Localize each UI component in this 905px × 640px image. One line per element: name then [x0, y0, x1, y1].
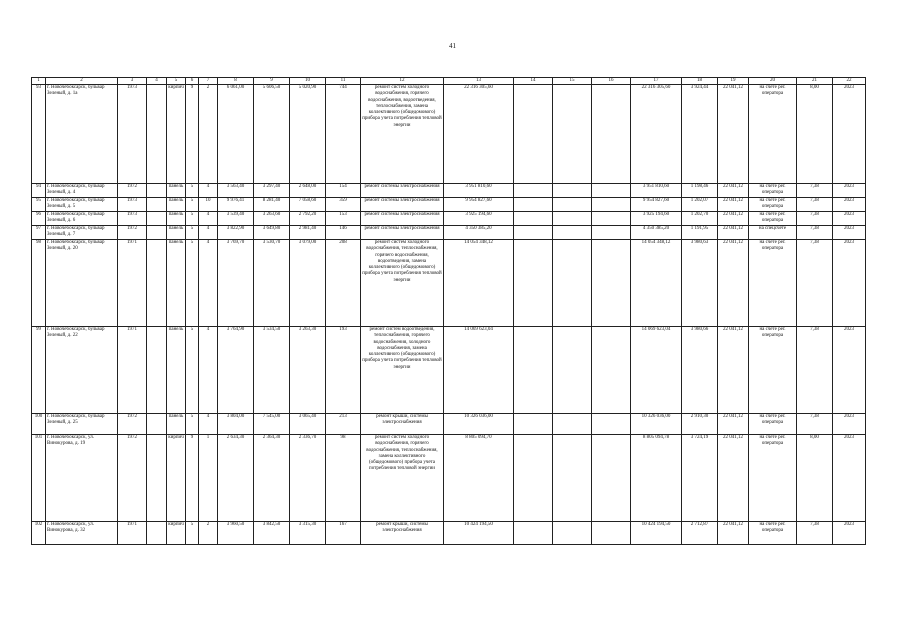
- commission-year-cell: [147, 85, 167, 184]
- fund-formation-method-cell: на счете рег. оператора: [749, 240, 797, 327]
- entrances-cell: 4: [199, 414, 218, 435]
- table-row: [32, 184, 866, 198]
- commission-year-cell: [147, 414, 167, 435]
- table-row: [32, 435, 866, 522]
- budget-cost-cell: [553, 184, 592, 198]
- row-number-cell: 101: [32, 435, 46, 522]
- cost-per-sqm-cell: 1 202,07: [682, 198, 718, 212]
- other-cost-cell: [592, 435, 631, 522]
- row-number-cell: 100: [32, 414, 46, 435]
- floors-cell: 5: [186, 226, 199, 240]
- entrances-cell: 1: [199, 435, 218, 522]
- column-number: 12: [361, 78, 444, 85]
- total-cost-cell: 8 805 094,70: [444, 435, 514, 522]
- registered-residents-cell: 193: [326, 327, 361, 414]
- other-cost-cell: [592, 414, 631, 435]
- entrances-cell: 4: [199, 226, 218, 240]
- fund-cost-cell: [514, 198, 553, 212]
- floors-cell: 5: [186, 240, 199, 327]
- repair-works-cell: ремонт систем холодного водоснабжения, горячего водоснабжения, водоотведения, теплоснабжения, замена коллективного (общедомового) прибора учета потребления тепловой энергии: [361, 85, 444, 184]
- planned-year-cell: 2023: [833, 184, 866, 198]
- owners-cost-cell: 3 951 810,60: [631, 184, 682, 198]
- total-cost-cell: 14 069 623,04: [444, 327, 514, 414]
- registered-residents-cell: 153: [326, 212, 361, 226]
- living-area-cell: 3 297,40: [254, 184, 290, 198]
- commission-year-cell: [147, 240, 167, 327]
- column-number: 19: [718, 78, 749, 85]
- table-row: [32, 414, 866, 435]
- cost-per-sqm-cell: 1 202,70: [682, 212, 718, 226]
- page-number: 41: [449, 42, 456, 50]
- column-number: 4: [147, 78, 167, 85]
- build-year-cell: 1971: [118, 327, 147, 414]
- residential-area-cell: 7 058,60: [290, 198, 326, 212]
- total-area-cell: 3 804,00: [218, 414, 254, 435]
- row-number-cell: 93: [32, 85, 46, 184]
- address-cell: г. Новочебоксарск, бульвар Зеленый, д. 25: [46, 414, 118, 435]
- cost-per-sqm-cell: 1 191,95: [682, 226, 718, 240]
- owners-cost-cell: 10 326 036,00: [631, 414, 682, 435]
- table-row: [32, 240, 866, 327]
- other-cost-cell: [592, 85, 631, 184]
- owners-cost-cell: 4 350 385,20: [631, 226, 682, 240]
- wall-material-cell: панель: [167, 226, 186, 240]
- total-area-cell: 9 976,41: [218, 198, 254, 212]
- address-cell: г. Новочебоксарск, бульвар Зеленый, д. 20: [46, 240, 118, 327]
- table-row: [32, 327, 866, 414]
- fund-cost-cell: [514, 226, 553, 240]
- total-area-cell: 3 769,70: [218, 240, 254, 327]
- commission-year-cell: [147, 522, 167, 545]
- contribution-rate-cell: 7,38: [797, 522, 833, 545]
- fund-cost-cell: [514, 414, 553, 435]
- commission-year-cell: [147, 198, 167, 212]
- commission-year-cell: [147, 327, 167, 414]
- owners-cost-cell: 22 316 305,60: [631, 85, 682, 184]
- total-area-cell: 3 822,90: [218, 226, 254, 240]
- living-area-cell: 5 606,50: [254, 85, 290, 184]
- row-number-cell: 94: [32, 184, 46, 198]
- build-year-cell: 1971: [118, 240, 147, 327]
- wall-material-cell: панель: [167, 327, 186, 414]
- living-area-cell: 3 649,80: [254, 226, 290, 240]
- registered-residents-cell: 744: [326, 85, 361, 184]
- column-number: 17: [631, 78, 682, 85]
- floors-cell: 5: [186, 414, 199, 435]
- owners-cost-cell: 10 424 194,50: [631, 522, 682, 545]
- build-year-cell: 1973: [118, 85, 147, 184]
- registered-residents-cell: 98: [326, 435, 361, 522]
- residential-area-cell: 2 336,70: [290, 435, 326, 522]
- table-row: [32, 198, 866, 212]
- entrances-cell: 4: [199, 240, 218, 327]
- commission-year-cell: [147, 226, 167, 240]
- residential-area-cell: 2 981,40: [290, 226, 326, 240]
- cost-per-sqm-cell: 3 724,19: [682, 435, 718, 522]
- living-area-cell: 3 534,50: [254, 327, 290, 414]
- planned-year-cell: 2023: [833, 327, 866, 414]
- budget-cost-cell: [553, 522, 592, 545]
- fund-formation-method-cell: на счете рег. оператора: [749, 327, 797, 414]
- wall-material-cell: кирпич: [167, 522, 186, 545]
- fund-formation-method-cell: на счете рег. оператора: [749, 522, 797, 545]
- wall-material-cell: панель: [167, 212, 186, 226]
- table-row: [32, 226, 866, 240]
- column-number: 20: [749, 78, 797, 85]
- repair-works-cell: ремонт крыши, системы электроснабжения: [361, 522, 444, 545]
- total-area-cell: 3 960,50: [218, 522, 254, 545]
- address-cell: г. Новочебоксарск, бульвар Зеленый, д. 4: [46, 184, 118, 198]
- column-number: 9: [254, 78, 290, 85]
- budget-cost-cell: [553, 212, 592, 226]
- other-cost-cell: [592, 198, 631, 212]
- fund-cost-cell: [514, 184, 553, 198]
- registered-residents-cell: 167: [326, 522, 361, 545]
- table-row: [32, 522, 866, 545]
- wall-material-cell: панель: [167, 184, 186, 198]
- row-number-cell: 102: [32, 522, 46, 545]
- registered-residents-cell: 359: [326, 198, 361, 212]
- contribution-rate-cell: 8,00: [797, 435, 833, 522]
- commission-year-cell: [147, 184, 167, 198]
- repair-works-cell: ремонт крыши, системы электроснабжения: [361, 414, 444, 435]
- contribution-rate-cell: 7,38: [797, 184, 833, 198]
- entrances-cell: 2: [199, 85, 218, 184]
- build-year-cell: 1972: [118, 184, 147, 198]
- floors-cell: 5: [186, 327, 199, 414]
- table-row: [32, 212, 866, 226]
- floors-cell: 9: [186, 435, 199, 522]
- commission-year-cell: [147, 435, 167, 522]
- planned-year-cell: 2023: [833, 522, 866, 545]
- residential-area-cell: 3 315,30: [290, 522, 326, 545]
- column-number: 6: [186, 78, 199, 85]
- owners-cost-cell: 8 805 094,78: [631, 435, 682, 522]
- owners-cost-cell: 3 925 194,60: [631, 212, 682, 226]
- living-area-cell: 8 281,40: [254, 198, 290, 212]
- registered-residents-cell: 146: [326, 226, 361, 240]
- planned-year-cell: 2023: [833, 414, 866, 435]
- column-number: 18: [682, 78, 718, 85]
- planned-year-cell: 2023: [833, 85, 866, 184]
- total-area-cell: 6 061,00: [218, 85, 254, 184]
- other-cost-cell: [592, 184, 631, 198]
- cost-per-sqm-cell: 3 980,66: [682, 327, 718, 414]
- other-cost-cell: [592, 212, 631, 226]
- living-area-cell: 3 842,50: [254, 522, 290, 545]
- budget-cost-cell: [553, 85, 592, 184]
- planned-year-cell: 2023: [833, 212, 866, 226]
- repair-works-cell: ремонт систем водоотведения, теплоснабжения, горячего водоснабжения, холодного водоснабжения, замена коллективного (общедомового) прибора учета потребления тепловой энергии: [361, 327, 444, 414]
- total-area-cell: 2 634,30: [218, 435, 254, 522]
- living-area-cell: 2 364,30: [254, 435, 290, 522]
- wall-material-cell: панель: [167, 198, 186, 212]
- planned-year-cell: 2023: [833, 198, 866, 212]
- repair-works-cell: ремонт систем холодного водоснабжения, теплоснабжения, горячего водоснабжения, водоотведения, замена коллективного (общедомового) прибора учета потребления тепловой энергии: [361, 240, 444, 327]
- cost-per-sqm-cell: 1 198,46: [682, 184, 718, 198]
- owners-cost-cell: 14 054 348,12: [631, 240, 682, 327]
- budget-cost-cell: [553, 414, 592, 435]
- column-number: 1: [32, 78, 46, 85]
- living-area-cell: 3 530,70: [254, 240, 290, 327]
- build-year-cell: 1972: [118, 226, 147, 240]
- total-cost-cell: 9 954 827,60: [444, 198, 514, 212]
- total-area-cell: 3 563,40: [218, 184, 254, 198]
- max-cost-per-sqm-cell: 22 041,12: [718, 212, 749, 226]
- fund-formation-method-cell: на счете рег. оператора: [749, 414, 797, 435]
- address-cell: г. Новочебоксарск, бульвар Зеленый, д. 5: [46, 198, 118, 212]
- total-area-cell: 3 764,90: [218, 327, 254, 414]
- contribution-rate-cell: 7,38: [797, 226, 833, 240]
- owners-cost-cell: 14 069 623,04: [631, 327, 682, 414]
- wall-material-cell: кирпич: [167, 85, 186, 184]
- budget-cost-cell: [553, 198, 592, 212]
- address-cell: г. Новочебоксарск, бульвар Зеленый, д. 6: [46, 212, 118, 226]
- registered-residents-cell: 213: [326, 414, 361, 435]
- residential-area-cell: 3 263,30: [290, 327, 326, 414]
- address-cell: г. Новочебоксарск, ул. Винокурова, д. 32: [46, 522, 118, 545]
- fund-cost-cell: [514, 327, 553, 414]
- repair-works-cell: ремонт системы электроснабжения: [361, 198, 444, 212]
- capital-repair-table: [31, 77, 866, 545]
- registered-residents-cell: 154: [326, 184, 361, 198]
- wall-material-cell: панель: [167, 240, 186, 327]
- row-number-cell: 97: [32, 226, 46, 240]
- other-cost-cell: [592, 327, 631, 414]
- max-cost-per-sqm-cell: 22 041,12: [718, 184, 749, 198]
- other-cost-cell: [592, 226, 631, 240]
- residential-area-cell: 2 792,20: [290, 212, 326, 226]
- budget-cost-cell: [553, 226, 592, 240]
- max-cost-per-sqm-cell: 22 041,12: [718, 327, 749, 414]
- registered-residents-cell: 208: [326, 240, 361, 327]
- contribution-rate-cell: 7,38: [797, 327, 833, 414]
- living-area-cell: 3 263,60: [254, 212, 290, 226]
- budget-cost-cell: [553, 435, 592, 522]
- other-cost-cell: [592, 522, 631, 545]
- living-area-cell: 7 545,00: [254, 414, 290, 435]
- contribution-rate-cell: 7,38: [797, 240, 833, 327]
- contribution-rate-cell: 7,38: [797, 212, 833, 226]
- address-cell: г. Новочебоксарск, ул. Винокурова, д. 19: [46, 435, 118, 522]
- column-number: 22: [833, 78, 866, 85]
- budget-cost-cell: [553, 240, 592, 327]
- entrances-cell: 10: [199, 198, 218, 212]
- max-cost-per-sqm-cell: 22 041,12: [718, 198, 749, 212]
- fund-cost-cell: [514, 522, 553, 545]
- residential-area-cell: 5 020,90: [290, 85, 326, 184]
- planned-year-cell: 2023: [833, 240, 866, 327]
- floors-cell: 9: [186, 85, 199, 184]
- budget-cost-cell: [553, 327, 592, 414]
- other-cost-cell: [592, 240, 631, 327]
- column-number: 21: [797, 78, 833, 85]
- max-cost-per-sqm-cell: 22 041,12: [718, 435, 749, 522]
- residential-area-cell: 2 648,00: [290, 184, 326, 198]
- column-number: 3: [118, 78, 147, 85]
- max-cost-per-sqm-cell: 22 041,12: [718, 240, 749, 327]
- address-cell: г. Новочебоксарск, бульвар Зеленый, д. 1а: [46, 85, 118, 184]
- column-number: 7: [199, 78, 218, 85]
- fund-formation-method-cell: на счете рег. оператора: [749, 85, 797, 184]
- build-year-cell: 1971: [118, 522, 147, 545]
- contribution-rate-cell: 8,00: [797, 85, 833, 184]
- repair-works-cell: ремонт системы электроснабжения: [361, 226, 444, 240]
- column-number: 16: [592, 78, 631, 85]
- fund-formation-method-cell: на счете рег. оператора: [749, 212, 797, 226]
- floors-cell: 5: [186, 522, 199, 545]
- residential-area-cell: 3 065,40: [290, 414, 326, 435]
- contribution-rate-cell: 7,38: [797, 198, 833, 212]
- entrances-cell: 4: [199, 184, 218, 198]
- entrances-cell: 4: [199, 212, 218, 226]
- row-number-cell: 98: [32, 240, 46, 327]
- floors-cell: 5: [186, 198, 199, 212]
- repair-works-cell: ремонт системы электроснабжения: [361, 184, 444, 198]
- total-cost-cell: 10 424 194,50: [444, 522, 514, 545]
- row-number-cell: 95: [32, 198, 46, 212]
- total-cost-cell: 3 925 194,60: [444, 212, 514, 226]
- column-number: 10: [290, 78, 326, 85]
- table-row: [32, 85, 866, 184]
- planned-year-cell: 2023: [833, 226, 866, 240]
- column-number: 13: [444, 78, 514, 85]
- contribution-rate-cell: 7,38: [797, 414, 833, 435]
- max-cost-per-sqm-cell: 22 041,12: [718, 522, 749, 545]
- total-cost-cell: 4 350 385,20: [444, 226, 514, 240]
- fund-formation-method-cell: на счете рег. оператора: [749, 198, 797, 212]
- column-number: 2: [46, 78, 118, 85]
- wall-material-cell: кирпич: [167, 435, 186, 522]
- wall-material-cell: панель: [167, 414, 186, 435]
- column-number: 8: [218, 78, 254, 85]
- residential-area-cell: 3 079,00: [290, 240, 326, 327]
- fund-cost-cell: [514, 240, 553, 327]
- fund-formation-method-cell: на счете рег. оператора: [749, 184, 797, 198]
- build-year-cell: 1973: [118, 198, 147, 212]
- total-cost-cell: 10 326 036,00: [444, 414, 514, 435]
- build-year-cell: 1973: [118, 212, 147, 226]
- column-number: 14: [514, 78, 553, 85]
- repair-works-cell: ремонт системы электроснабжения: [361, 212, 444, 226]
- column-number: 11: [326, 78, 361, 85]
- repair-works-cell: ремонт систем холодного водоснабжения, горячего водоснабжения, теплоснабжения, замена коллективного (общедомового) прибора учета потребления тепловой энергии: [361, 435, 444, 522]
- address-cell: г. Новочебоксарск, бульвар Зеленый, д. 7: [46, 226, 118, 240]
- build-year-cell: 1972: [118, 435, 147, 522]
- cost-per-sqm-cell: 2 910,30: [682, 414, 718, 435]
- address-cell: г. Новочебоксарск, бульвар Зеленый, д. 22: [46, 327, 118, 414]
- cost-per-sqm-cell: 3 924,44: [682, 85, 718, 184]
- floors-cell: 5: [186, 184, 199, 198]
- owners-cost-cell: 9 954 827,60: [631, 198, 682, 212]
- fund-cost-cell: [514, 435, 553, 522]
- column-number: 15: [553, 78, 592, 85]
- commission-year-cell: [147, 212, 167, 226]
- entrances-cell: 2: [199, 522, 218, 545]
- floors-cell: 5: [186, 212, 199, 226]
- column-number-row: [32, 78, 866, 85]
- total-cost-cell: 3 951 810,60: [444, 184, 514, 198]
- row-number-cell: 99: [32, 327, 46, 414]
- build-year-cell: 1972: [118, 414, 147, 435]
- row-number-cell: 96: [32, 212, 46, 226]
- entrances-cell: 4: [199, 327, 218, 414]
- max-cost-per-sqm-cell: 22 041,12: [718, 226, 749, 240]
- max-cost-per-sqm-cell: 22 041,12: [718, 414, 749, 435]
- fund-formation-method-cell: на счете рег. оператора: [749, 435, 797, 522]
- cost-per-sqm-cell: 2 712,87: [682, 522, 718, 545]
- fund-formation-method-cell: на спецсчете: [749, 226, 797, 240]
- column-number: 5: [167, 78, 186, 85]
- fund-cost-cell: [514, 212, 553, 226]
- total-cost-cell: 14 054 348,12: [444, 240, 514, 327]
- cost-per-sqm-cell: 3 980,63: [682, 240, 718, 327]
- planned-year-cell: 2023: [833, 435, 866, 522]
- max-cost-per-sqm-cell: 22 041,12: [718, 85, 749, 184]
- fund-cost-cell: [514, 85, 553, 184]
- total-area-cell: 3 539,40: [218, 212, 254, 226]
- total-cost-cell: 22 316 305,60: [444, 85, 514, 184]
